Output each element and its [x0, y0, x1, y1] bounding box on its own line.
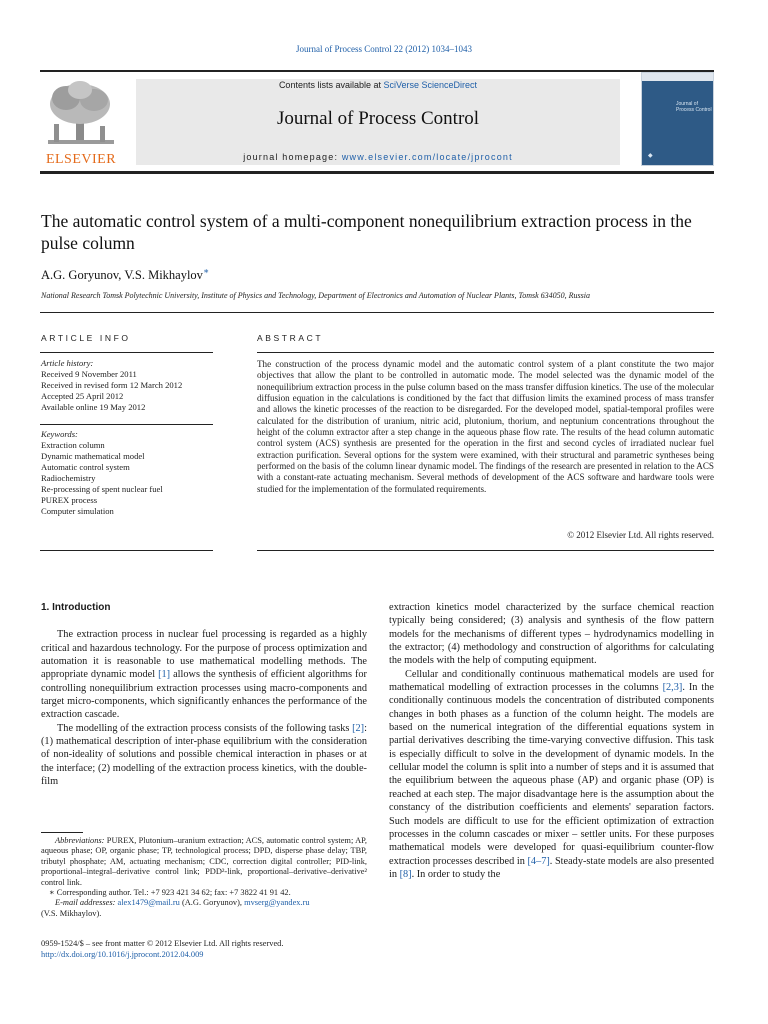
history-received: Received 9 November 2011	[41, 369, 137, 379]
abstract-heading: ABSTRACT	[257, 333, 324, 343]
authors-line	[41, 266, 209, 283]
section-heading-introduction: 1. Introduction	[41, 602, 111, 613]
right-p2-text-end: . In order to study the	[411, 868, 501, 880]
keyword: Radiochemistry	[41, 473, 96, 483]
reference-link-8[interactable]: [8]	[399, 868, 412, 880]
keyword: Automatic control system	[41, 462, 130, 472]
intro-p1-text: The extraction process in nuclear fuel processing is regarded as a highly critical and hazardous technology. For the purpose of process optimization and automation it is reasonable to use mathematical modelling methods. The appropriate dynamic model	[41, 629, 367, 681]
journal-title: Journal of Process Control	[276, 108, 480, 129]
abstract-text: The construction of the process dynamic model and the automatic control system of a plant constitute the two major objectives that allow the plant to be controlled in automatic mode. The model selected was the dynamic model of the nonequilibrium extraction process in the pulse column based on the mass transfer diffusion kinetics. The use of the molecular diffusion equation in the calculations is conditioned by the fact that diffusion limits the examined process of mass transfer and allows the kinetic processes of the reaction to be disregarded. For the developed model, spatial-temporal profiles were calculated for the distribution of uranium, nitric acid, plutonium, thorium, and neptunium concentrations throughout the height of the column extractor after a step change in the aqueous phase flow rate. The results of the head column automatic control system (ACS) synthesis are presented for the operation in the first and second cycles of irradiated nuclear fuel extraction purification. Several options for the system were examined, with their structural and parametric syntheses being performed on the basis of the column linear dynamic model. The findings of the research are presented in relation to the ACS with a constant-rate actuating mechanism. Several methods of development of the ACS software and hardware tools were studied for the implementation of the formulated requirements.	[257, 359, 714, 494]
cover-title: Journal of Process Control	[676, 101, 712, 113]
right-paragraph-1: extraction kinetics model characterized by the surface chemical reaction typically being considered; (3) analysis and synthesis of the flow pattern models for the mechanisms of different types – hydrodynamics modelling in the extractor; (4) methodology and construction of algorithms for calculating the models with the help of computing equipment.	[389, 602, 714, 667]
keyword: Dynamic mathematical model	[41, 451, 145, 461]
keywords-list	[41, 429, 216, 517]
right-paragraph-2	[389, 668, 714, 882]
intro-p2-text: The modelling of the extraction process consists of the following tasks	[57, 722, 353, 734]
abbreviations-label: Abbreviations:	[55, 836, 105, 845]
article-info-rule	[40, 352, 213, 353]
intro-p2-text-cont: : (1) mathematical description of inter-phase equilibrium with the consideration of non-ideality of solutions and possible chemical interaction in phases or at the interface; (2) modelling of the extraction process kinetics, with the double-film	[41, 722, 367, 788]
email-link-goryunov[interactable]: alex1479@mail.ru	[117, 898, 180, 908]
journal-cover-thumbnail[interactable]	[641, 72, 714, 166]
affiliation: National Research Tomsk Polytechnic University, Institute of Physics and Technology, Department of Electronics and Automation of Nuclear Plants, Tomsk 634050, Russia	[41, 291, 590, 300]
reference-link-2[interactable]: [2]	[352, 722, 365, 734]
reference-link-1[interactable]: [1]	[158, 669, 171, 681]
homepage-prefix: journal homepage:	[243, 152, 342, 162]
contents-prefix: Contents lists available at	[278, 80, 384, 90]
history-label: Article history:	[41, 358, 94, 368]
doi-link[interactable]: http://dx.doi.org/10.1016/j.jprocont.2012.04.009	[41, 950, 204, 959]
left-column	[41, 601, 367, 788]
right-p2-text-cont2: . Steady-state models are also presented in	[389, 855, 714, 880]
intro-paragraph-1	[41, 628, 367, 721]
keywords-rule	[40, 424, 213, 425]
history-revised: Received in revised form 12 March 2012	[41, 380, 183, 390]
email-label: E-mail addresses:	[55, 898, 116, 908]
footnotes	[41, 836, 367, 919]
article-info-bottom-rule	[40, 550, 213, 551]
footnote-rule	[41, 832, 83, 833]
header-bottom-rule	[40, 171, 714, 174]
right-column	[389, 601, 714, 881]
article-info-heading: ARTICLE INFO	[41, 333, 131, 343]
corresponding-author-mark[interactable]: ∗	[202, 266, 210, 276]
abbreviations-text: PUREX, Plutonium–uranium extraction; ACS, automatic control system; AP, aqueous phase; OP, organic phase; TP, technological process; DPD, disperse phase delay; TBP, tributyl phosphate; AM, actuating mechanism; CDC, correction digital controller; PID-link, proportional–integral–derivative control link; PDD²-link, proportional–derivative–derivative² control link.	[41, 836, 367, 887]
elsevier-logo	[40, 78, 122, 168]
email2-owner: (V.S. Mikhaylov).	[41, 908, 102, 918]
issn-line: 0959-1524/$ – see front matter © 2012 Elsevier Ltd. All rights reserved.	[41, 939, 284, 948]
homepage-line	[136, 152, 620, 162]
abstract-copyright: © 2012 Elsevier Ltd. All rights reserved.	[567, 530, 714, 540]
paper-title: The automatic control system of a multi-component nonequilibrium extraction process in the pulse column	[41, 211, 692, 253]
history-online: Available online 19 May 2012	[41, 402, 146, 412]
front-matter	[41, 938, 371, 960]
intro-p1-text-cont: allows the synthesis of efficient algorithms for controlling nonequilibrium extraction processes using macro-components and target micro-components, which significantly enhances the performance of the extraction cascade.	[41, 669, 367, 721]
email-footnote	[41, 898, 367, 908]
sciencedirect-link[interactable]: SciVerse ScienceDirect	[383, 80, 478, 90]
keyword: PUREX process	[41, 495, 98, 505]
reference-link-2-3[interactable]: [2,3]	[662, 682, 683, 694]
reference-link-4-7[interactable]: [4–7]	[527, 855, 550, 867]
email-link-mikhaylov[interactable]: mvserg@yandex.ru	[244, 898, 310, 908]
corresponding-author-footnote: ∗ Corresponding author. Tel.: +7 923 421 34 62; fax: +7 3822 41 91 42.	[49, 888, 291, 898]
cover-logo-icon: ◆	[648, 153, 653, 159]
article-history	[41, 358, 216, 413]
intro-paragraph-2	[41, 722, 367, 789]
abstract-rule	[257, 352, 714, 353]
title-bottom-rule	[40, 312, 714, 313]
contents-line	[136, 80, 620, 90]
keyword: Computer simulation	[41, 506, 114, 516]
keyword: Extraction column	[41, 440, 105, 450]
email1-owner: (A.G. Goryunov),	[179, 898, 245, 908]
keywords-label: Keywords:	[41, 429, 78, 439]
header-top-rule	[40, 70, 714, 72]
right-p2-text-cont: . In the conditionally continuous models the concentration of distributed components changes in both phases as a function of the column height. The models are based on the numerical integration of the differential equations system in partial derivatives describing the time-varying convective diffusion. This task is especially difficult to solve in the development of dynamic models. In the cellular model the column is split into a number of steps and it is assumed that the equilibrium between the aqueous phase (AP) and organic phase (OP) is reached at each step. The major disadvantage here is the assumption about the constancy of the distribution coefficients and elements' separation factors. Such models are difficult to use for the efficient optimization of extraction processes in the column cascades or mixer – settler units. For these purposes mathematical models were developed for quasi-equilibrium counter-flow extraction processes described in	[389, 682, 714, 867]
abbreviations-footnote	[41, 836, 367, 888]
elsevier-tree-icon	[40, 78, 122, 150]
keyword: Re-processing of spent nuclear fuel	[41, 484, 163, 494]
homepage-link[interactable]: www.elsevier.com/locate/jprocont	[341, 152, 513, 162]
right-p2-text: Cellular and conditionally continuous mathematical models are used for mathematical modelling of extraction processes in the columns	[389, 668, 714, 694]
cover-top-strip	[642, 73, 713, 81]
elsevier-wordmark: ELSEVIER	[45, 152, 117, 167]
author-names: A.G. Goryunov, V.S. Mikhaylov	[41, 268, 203, 283]
abstract-bottom-rule	[257, 550, 714, 551]
history-accepted: Accepted 25 April 2012	[41, 391, 124, 401]
citation-line[interactable]: Journal of Process Control 22 (2012) 1034–1043	[296, 44, 472, 54]
